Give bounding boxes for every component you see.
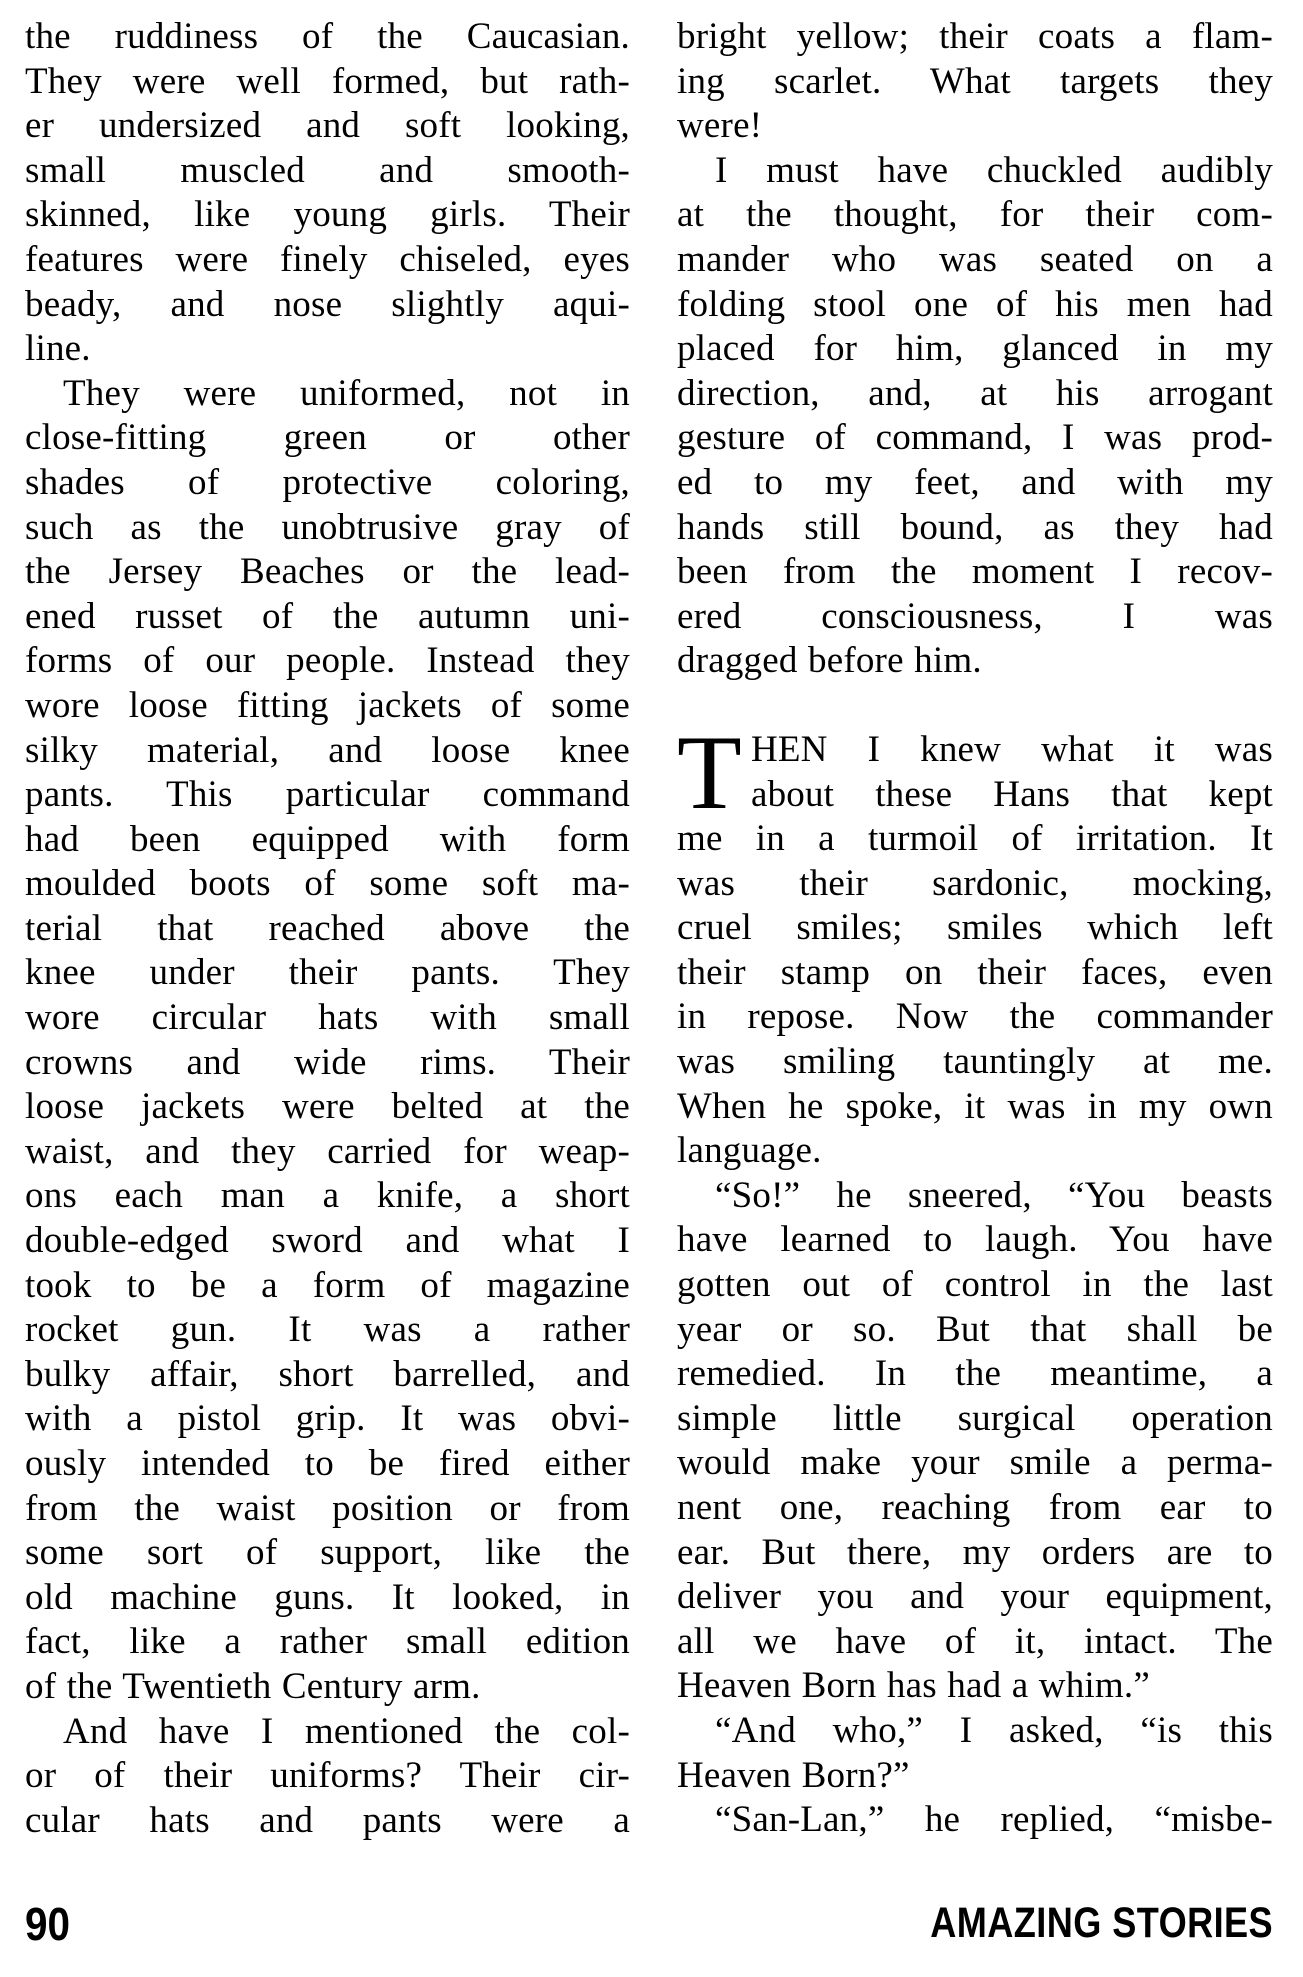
text-line: rocket gun. It was a rather <box>25 1309 630 1351</box>
text-line: were! <box>677 105 763 147</box>
text-line: “So!” he sneered, “You beasts <box>715 1174 1273 1216</box>
text-line: of the Twentieth Century arm. <box>25 1665 481 1707</box>
text-line: ons each man a knife, a short <box>25 1175 630 1217</box>
text-line: me in a turmoil of irritation. It <box>677 818 1273 860</box>
text-line: double-edged sword and what I <box>25 1220 630 1262</box>
text-line: pants. This particular command <box>25 774 630 816</box>
text-line: mander who was seated on a <box>677 238 1273 280</box>
text-line: Heaven Born?” <box>677 1754 910 1796</box>
text-line: wore circular hats with small <box>25 997 630 1039</box>
text-line: forms of our people. Instead they <box>25 640 630 682</box>
text-line: bright yellow; their coats a flam- <box>677 16 1273 57</box>
text-line: HEN I knew what it was <box>750 728 1273 770</box>
text-line: language. <box>677 1130 822 1172</box>
text-line: placed for him, glanced in my <box>677 328 1273 370</box>
text-line: at the thought, for their com- <box>677 194 1273 236</box>
text-line: have learned to laugh. You have <box>677 1219 1273 1261</box>
text-line: some sort of support, like the <box>25 1532 630 1574</box>
text-line: the Jersey Beaches or the lead- <box>25 551 630 593</box>
text-line: wore loose fitting jackets of some <box>25 684 630 726</box>
text-line: er undersized and soft looking, <box>25 105 630 147</box>
text-line: terial that reached above the <box>25 907 630 949</box>
text-line: ing scarlet. What targets they <box>677 60 1273 102</box>
text-line: direction, and, at his arrogant <box>677 372 1273 414</box>
text-line: was smiling tauntingly at me. <box>677 1041 1273 1083</box>
drop-cap-paragraph-lines <box>677 713 1273 831</box>
text-line: silky material, and loose knee <box>25 729 630 771</box>
text-line: When he spoke, it was in my own <box>677 1085 1273 1127</box>
text-line: close-fitting green or other <box>25 417 630 459</box>
text-line: “And who,” I asked, “is this <box>715 1709 1273 1751</box>
text-line: hands still bound, as they had <box>677 506 1273 548</box>
text-line: such as the unobtrusive gray of <box>25 506 630 548</box>
text-line: gesture of command, I was prod- <box>677 417 1273 459</box>
magazine-title: AMAZING STORIES <box>930 1899 1273 1947</box>
text-line: took to be a form of magazine <box>25 1264 630 1306</box>
text-line: nent one, reaching from ear to <box>677 1487 1273 1528</box>
text-columns <box>25 15 1273 1843</box>
text-line: all we have of it, intact. The <box>677 1620 1273 1662</box>
left-column <box>25 15 630 1843</box>
text-line: ed to my feet, and with my <box>677 461 1273 503</box>
text-line: skinned, like young girls. Their <box>25 194 630 236</box>
text-line: cruel smiles; smiles which left <box>677 907 1273 949</box>
text-line: year or so. But that shall be <box>677 1308 1273 1350</box>
text-line: I must have chuckled audibly <box>715 149 1273 191</box>
text-line: cular hats and pants were a <box>25 1799 630 1841</box>
text-line: Heaven Born has had a whim.” <box>677 1665 1150 1707</box>
text-line: They were uniformed, not in <box>63 372 630 414</box>
text-line: “San-Lan,” he replied, “misbe- <box>715 1799 1273 1841</box>
text-line: ered consciousness, I was <box>677 595 1273 637</box>
text-line: deliver you and your equipment, <box>677 1576 1273 1618</box>
text-line: ear. But there, my orders are to <box>677 1531 1273 1573</box>
text-line: simple little surgical operation <box>677 1397 1273 1439</box>
text-line: knee under their pants. They <box>25 952 630 994</box>
text-line: ened russet of the autumn uni- <box>25 595 630 637</box>
text-line: features were finely chiseled, eyes <box>25 238 630 280</box>
text-line: with a pistol grip. It was obvi- <box>25 1398 630 1440</box>
text-line: from the waist position or from <box>25 1487 630 1529</box>
text-line: was their sardonic, mocking, <box>677 862 1273 904</box>
text-line: beady, and nose slightly aqui- <box>25 283 630 325</box>
text-line: small muscled and smooth- <box>25 149 630 191</box>
page-number: 90 <box>25 1898 71 1950</box>
text-line: crowns and wide rims. Their <box>25 1041 630 1083</box>
text-line: remedied. In the meantime, a <box>677 1353 1273 1395</box>
text-line: or of their uniforms? Their cir- <box>25 1755 630 1797</box>
text-line: line. <box>25 328 91 370</box>
text-line: dragged before him. <box>677 640 982 682</box>
text-line: gotten out of control in the last <box>677 1264 1273 1306</box>
text-line: in repose. Now the commander <box>677 996 1273 1038</box>
text-line: bulky affair, short barrelled, and <box>25 1353 630 1395</box>
text-line: And have I mentioned the col- <box>63 1710 630 1752</box>
text-line: their stamp on their faces, even <box>677 951 1273 993</box>
text-line: folding stool one of his men had <box>677 283 1273 325</box>
text-line: They were well formed, but rath- <box>25 60 630 102</box>
text-line: fact, like a rather small edition <box>25 1621 630 1663</box>
right-column <box>677 15 1273 1843</box>
text-line: shades of protective coloring, <box>25 461 630 503</box>
text-line: about these Hans that kept <box>750 773 1273 815</box>
text-line: moulded boots of some soft ma- <box>25 863 630 905</box>
text-line: been from the moment I recov- <box>677 551 1273 593</box>
text-line: had been equipped with form <box>25 818 630 860</box>
text-line: the ruddiness of the Caucasian. <box>25 16 630 57</box>
text-line: loose jackets were belted at the <box>25 1086 630 1128</box>
text-line: would make your smile a perma- <box>677 1442 1273 1484</box>
text-line: ously intended to be fired either <box>25 1443 630 1484</box>
text-line: old machine guns. It looked, in <box>25 1576 630 1618</box>
drop-cap-letter: T <box>677 713 742 831</box>
text-line: waist, and they carried for weap- <box>25 1130 630 1172</box>
